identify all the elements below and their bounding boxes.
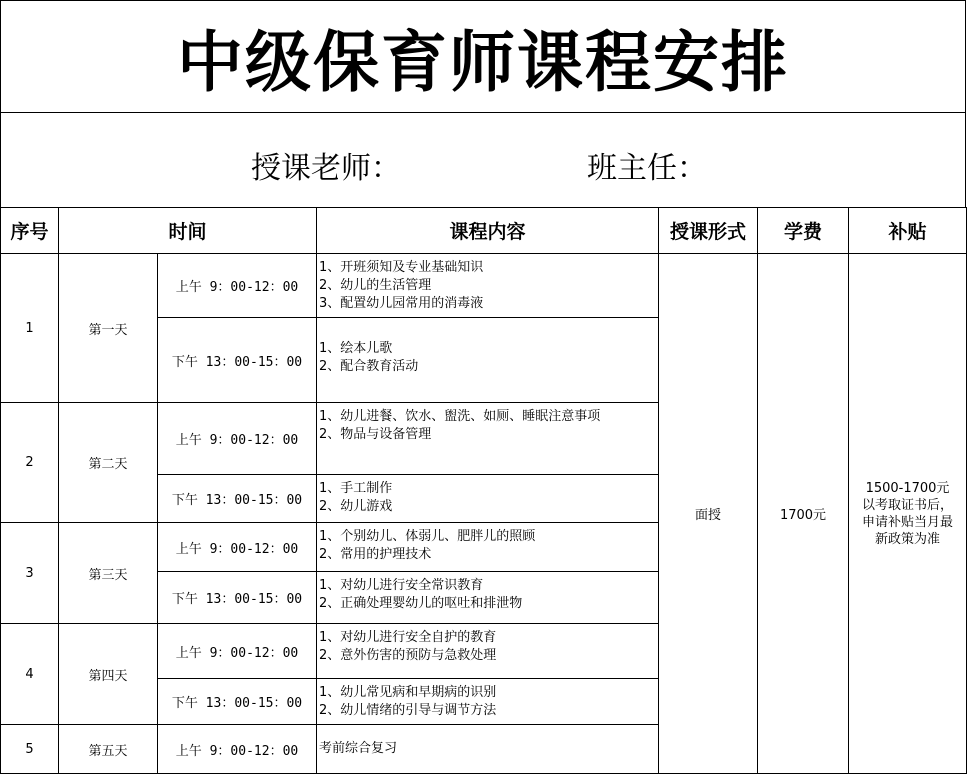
content-cell — [317, 725, 659, 774]
header-row — [1, 208, 967, 254]
time-cell: 下午 13：00-15：00 — [158, 475, 317, 523]
content-item: 2、配合教育活动 — [319, 359, 419, 374]
subsidy-line: 新政策为准 — [875, 531, 941, 547]
header-content: 课程内容 — [317, 208, 659, 254]
content-item: 1、幼儿常见病和早期病的识别 — [319, 685, 497, 700]
content-item: 1、个别幼儿、体弱儿、肥胖儿的照顾 — [319, 529, 536, 544]
content-item: 考前综合复习 — [319, 741, 398, 756]
content-item: 3、配置幼儿园常用的消毒液 — [319, 296, 484, 311]
content-item: 1、对幼儿进行安全常识教育 — [319, 578, 484, 593]
header-seq: 序号 — [1, 208, 59, 254]
content-item: 1、绘本儿歌 — [319, 341, 393, 356]
teacher-label: 授课老师： — [251, 151, 401, 186]
day-cell: 第四天 — [59, 624, 158, 725]
format-cell: 面授 — [659, 254, 758, 774]
content-item: 2、意外伤害的预防与急救处理 — [319, 648, 497, 663]
subsidy-line: 申请补贴当月最 — [862, 514, 954, 530]
content-item: 2、幼儿的生活管理 — [319, 278, 432, 293]
day-cell: 第五天 — [59, 725, 158, 774]
content-cell — [317, 624, 659, 679]
content-cell — [317, 475, 659, 523]
fee-cell: 1700元 — [758, 254, 849, 774]
seq-cell: 5 — [1, 725, 59, 774]
subsidy-line: 以考取证书后， — [862, 497, 954, 513]
content-item: 2、正确处理婴幼儿的呕吐和排泄物 — [319, 596, 523, 611]
content-cell — [317, 254, 659, 318]
header-time: 时间 — [59, 208, 317, 254]
content-item: 2、幼儿情绪的引导与调节方法 — [319, 703, 497, 718]
day-cell: 第三天 — [59, 523, 158, 624]
header-format: 授课形式 — [659, 208, 758, 254]
time-cell: 下午 13：00-15：00 — [158, 572, 317, 624]
seq-cell: 2 — [1, 403, 59, 523]
seq-cell: 4 — [1, 624, 59, 725]
time-cell: 上午 9：00-12：00 — [158, 725, 317, 774]
content-item: 1、开班须知及专业基础知识 — [319, 260, 484, 275]
time-cell: 上午 9：00-12：00 — [158, 254, 317, 318]
subsidy-cell — [849, 254, 967, 774]
content-item: 1、手工制作 — [319, 481, 393, 496]
subsidy-line: 1500-1700元 — [865, 480, 950, 496]
schedule-table — [0, 207, 967, 774]
time-cell: 下午 13：00-15：00 — [158, 318, 317, 403]
time-cell: 上午 9：00-12：00 — [158, 624, 317, 679]
time-cell: 上午 9：00-12：00 — [158, 403, 317, 475]
content-cell — [317, 679, 659, 725]
page-title: 中级保育师课程安排 — [0, 0, 966, 113]
content-cell — [317, 523, 659, 572]
seq-cell: 3 — [1, 523, 59, 624]
content-cell — [317, 403, 659, 475]
header-subsidy: 补贴 — [849, 208, 967, 254]
content-cell — [317, 318, 659, 403]
content-item: 1、幼儿进餐、饮水、盥洗、如厕、睡眠注意事项 — [319, 409, 601, 424]
teacher-info-row — [0, 113, 966, 208]
day-cell: 第二天 — [59, 403, 158, 523]
content-item: 2、常用的护理技术 — [319, 547, 432, 562]
seq-cell: 1 — [1, 254, 59, 403]
table-row — [1, 254, 967, 318]
content-item: 2、物品与设备管理 — [319, 427, 432, 442]
time-cell: 上午 9：00-12：00 — [158, 523, 317, 572]
head-teacher-label: 班主任： — [587, 151, 707, 186]
content-cell — [317, 572, 659, 624]
time-cell: 下午 13：00-15：00 — [158, 679, 317, 725]
content-item: 1、对幼儿进行安全自护的教育 — [319, 630, 497, 645]
header-fee: 学费 — [758, 208, 849, 254]
day-cell: 第一天 — [59, 254, 158, 403]
content-item: 2、幼儿游戏 — [319, 499, 393, 514]
